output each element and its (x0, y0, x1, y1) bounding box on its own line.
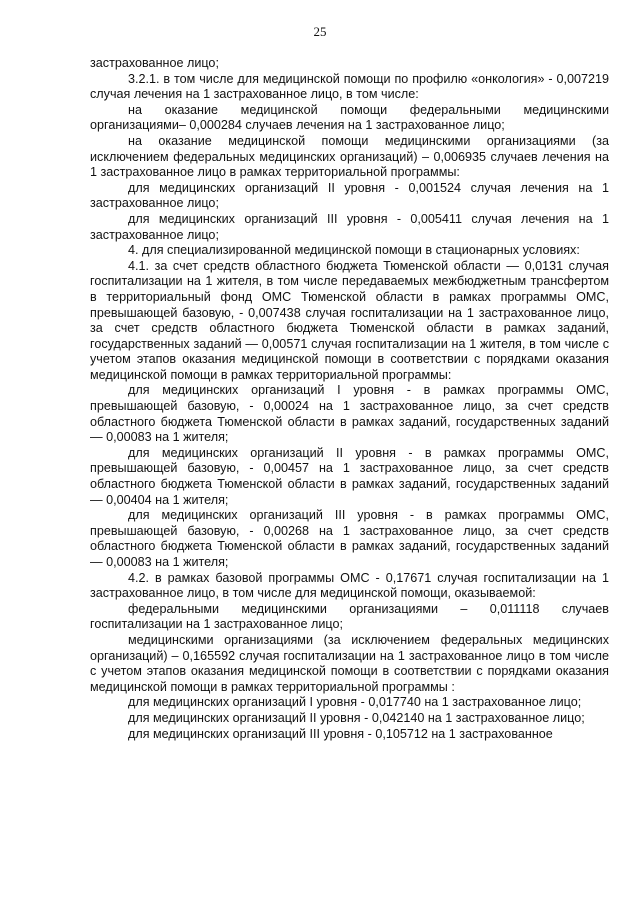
document-body (90, 56, 609, 742)
paragraph-4-1-level-2: для медицинских организаций II уровня - в рамках программы ОМС, превышающей базовую, - 0,00457 на 1 застрахованное лицо, за счет средств областного бюджета Тюменской области в рамках заданий, государственных заданий — 0,00404 на 1 жителя; (90, 445, 609, 507)
paragraph-federal-oncology: на оказание медицинской помощи федеральными медицинскими организациями– 0,000284 случаев лечения на 1 застрахованное лицо; (90, 102, 609, 133)
paragraph-level-3-oncology: для медицинских организаций III уровня - 0,005411 случая лечения на 1 застрахованное лицо; (90, 211, 609, 242)
paragraph-4-2-nonfederal: медицинскими организациями (за исключением федеральных медицинских организаций) – 0,165592 случая госпитализации на 1 застрахованное лицо в том числе с учетом этапов оказания медицинской помощи в соответствии с порядками оказания медицинской помощи в рамках территориальной программы : (90, 632, 609, 694)
paragraph-nonfederal-oncology: на оказание медицинской помощи медицинскими организациями (за исключением федеральных медицинских организаций) – 0,006935 случаев лечения на 1 застрахованное лицо в рамках территориальной программы: (90, 133, 609, 180)
paragraph-4-2-level-2: для медицинских организаций II уровня - 0,042140 на 1 застрахованное лицо; (128, 710, 585, 725)
paragraph-4-1-level-3: для медицинских организаций III уровня - в рамках программы ОМС, превышающей базовую, - 0,00268 на 1 застрахованное лицо, за счет средств областного бюджета Тюменской области в рамках заданий, государственных заданий — 0,00083 на 1 жителя; (90, 508, 609, 569)
paragraph-3-2-1: 3.2.1. в том числе для медицинской помощи по профилю «онкология» - 0,007219 случая лечения на 1 застрахованное лицо, в том числе: (90, 71, 609, 102)
paragraph-4-1-level-1: для медицинских организаций I уровня - в рамках программы ОМС, превышающей базовую, - 0,00024 на 1 застрахованное лицо, за счет средств областного бюджета Тюменской области в рамках заданий, государственных заданий — 0,00083 на 1 жителя; (90, 383, 609, 445)
paragraph-level-2-oncology: для медицинских организаций II уровня - 0,001524 случая лечения на 1 застрахованное лицо; (90, 180, 609, 211)
page-number: 25 (313, 24, 327, 39)
paragraph-continuation: застрахованное лицо; (90, 56, 219, 70)
paragraph-4-2: 4.2. в рамках базовой программы ОМС - 0,17671 случая госпитализации на 1 застрахованное лицо, в том числе для медицинской помощи, оказываемой: (90, 570, 609, 601)
paragraph-4-1: 4.1. за счет средств областного бюджета Тюменской области — 0,0131 случая госпитализации на 1 жителя, в том числе передаваемых межбюджетным трансфертом в территориальный фонд ОМС Тюменской области в рамках программы ОМС, превышающей базовую, - 0,007438 случая госпитализации на 1 застрахованное лицо, за счет средств областного бюджета Тюменской области в рамках заданий, государственных заданий — 0,00571 случая госпитализации на 1 жителя, в том числе с учетом этапов оказания медицинской помощи в соответствии с порядками оказания медицинской помощи в рамках территориальной программы: (90, 258, 609, 382)
paragraph-4-2-level-3: для медицинских организаций III уровня - 0,105712 на 1 застрахованное (128, 726, 553, 741)
paragraph-4: 4. для специализированной медицинской помощи в стационарных условиях: (128, 243, 580, 258)
paragraph-4-2-federal: федеральными медицинскими организациями – 0,011118 случаев госпитализации на 1 застрахованное лицо; (90, 601, 609, 632)
paragraph-4-2-level-1: для медицинских организаций I уровня - 0,017740 на 1 застрахованное лицо; (128, 695, 582, 710)
